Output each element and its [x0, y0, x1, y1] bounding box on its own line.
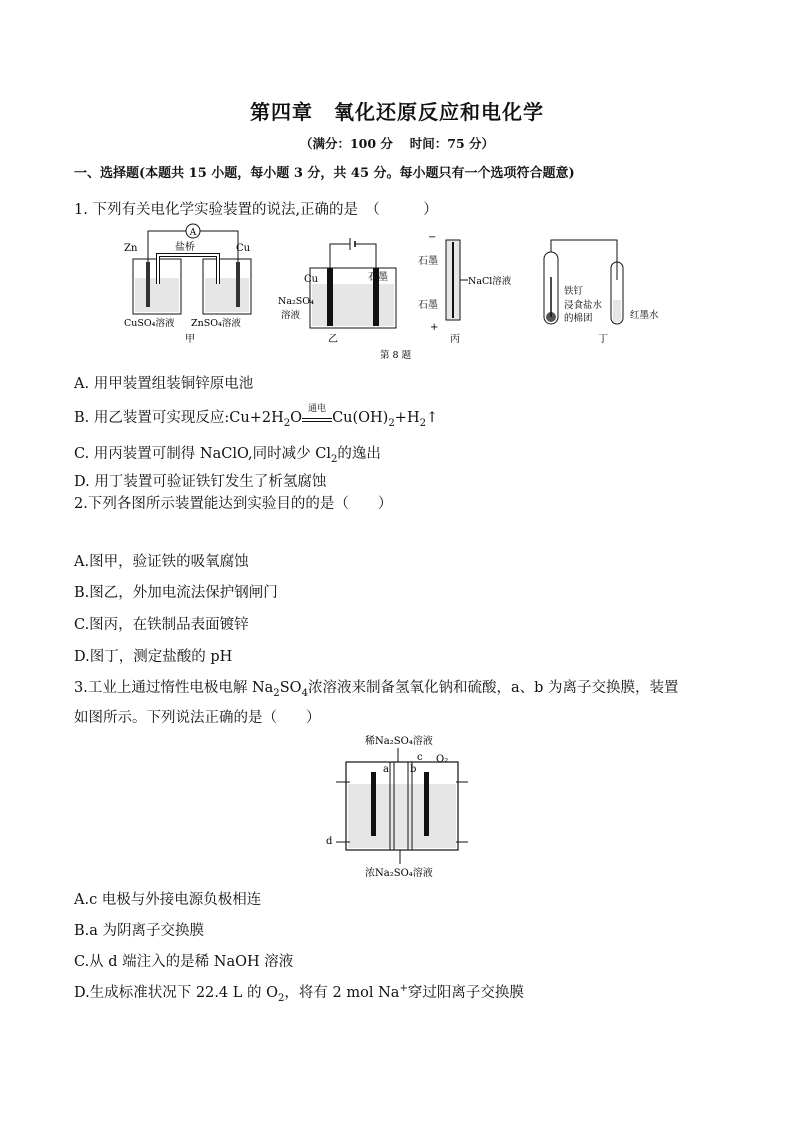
ding-cotton-label-1: 浸食盐水	[564, 300, 603, 311]
q3-membrane-a: a	[383, 764, 389, 775]
bing-nacl-label: NaCl溶液	[468, 276, 512, 287]
figure-yi-caption: 乙	[328, 334, 338, 345]
q2-stem: 2.下列各图所示装置能达到实验目的的是（ ）	[74, 496, 393, 512]
q1-stem: 1. 下列有关电化学实验装置的说法,正确的是 （ ）	[74, 202, 438, 218]
figure-bing-caption: 丙	[450, 334, 460, 345]
section-heading: 一、选择题(本题共 15 小题，每小题 3 分，共 45 分。每小题只有一个选项符合题意)	[74, 166, 575, 181]
q3-o2-label: O₂	[436, 754, 449, 765]
figure-ding-caption: 丁	[598, 334, 608, 345]
yi-cu-label: Cu	[304, 274, 319, 285]
q3-figure	[318, 732, 478, 880]
figure-bing	[418, 232, 512, 345]
reaction-arrow: 通电	[302, 414, 332, 422]
znso4-label: ZnSO₄溶液	[191, 318, 241, 329]
bing-bottom-graphite-label: 石墨	[418, 300, 438, 311]
cuso4-label: CuSO₄溶液	[124, 318, 175, 329]
q3-electrode-c: c	[417, 752, 423, 763]
bing-plus-label: +	[430, 322, 439, 333]
ding-cotton-label-2: 的棉团	[564, 313, 593, 324]
q3-dilute-label: 稀Na₂SO₄溶液	[365, 736, 433, 747]
q1-option-b: B. 用乙装置可实现反应$:Cu+2H_2O$ 通电 $Cu(OH)_2+H_2↑$	[74, 404, 439, 429]
bing-top-graphite-label: 石墨	[418, 256, 438, 267]
q3-membrane-b: b	[410, 764, 417, 775]
figure-ding	[544, 240, 659, 345]
page-title: 第四章 氧化还原反应和电化学	[250, 100, 544, 124]
figure-jia	[124, 224, 251, 345]
q1-option-d: D. 用丁装置可验证铁钉发生了析氢腐蚀	[74, 474, 327, 490]
q1-figure-caption: 第 8 题	[380, 350, 412, 361]
q2-option-c: C.图丙，在铁制品表面镀锌	[74, 617, 249, 633]
ding-nail-label: 铁钉	[564, 286, 584, 297]
yi-graphite-label: 石墨	[368, 272, 388, 283]
yi-na2so4-label: Na₂SO₄	[278, 296, 314, 307]
yi-solution-label: 溶液	[281, 310, 301, 321]
exam-meta: （满分：100 分 时间：75 分）	[299, 136, 495, 151]
q3-inlet-d: d	[326, 836, 333, 847]
bing-minus-label: −	[428, 232, 437, 243]
q3-stem-line2: 如图所示。下列说法正确的是（ ）	[74, 710, 321, 726]
zn-label: Zn	[124, 243, 138, 254]
salt-bridge-label: 盐桥	[175, 242, 195, 253]
q3-option-b: B.a 为阴离子交换膜	[74, 923, 205, 939]
q1-option-c: C. 用丙装置可制得 NaClO,同时减少 $Cl_2$的逸出	[74, 446, 381, 465]
ding-ink-label: 红墨水	[630, 310, 659, 321]
ammeter-label: A	[189, 228, 197, 238]
q3-concentrated-label: 浓Na₂SO₄溶液	[365, 868, 433, 879]
figure-jia-caption: 甲	[185, 334, 195, 345]
cu-label: Cu	[236, 243, 251, 254]
q2-option-d: D.图丁，测定盐酸的 pH	[74, 649, 233, 665]
q3-option-a: A.c 电极与外接电源负极相连	[74, 892, 262, 908]
figure-yi	[278, 238, 396, 345]
q1-figure	[118, 222, 698, 362]
q3-option-c: C.从 d 端注入的是稀 NaOH 溶液	[74, 954, 294, 970]
q2-option-b: B.图乙，外加电流法保护钢闸门	[74, 585, 278, 601]
q3-option-d: D.生成标准状况下 22.4 L 的 $O_2$，将有 2 mol Na+穿过阳离子交换膜	[74, 983, 524, 1004]
q3-stem-line1: 3.工业上通过惰性电极电解 $Na_2SO_4$浓溶液来制备氢氧化钠和硫酸，a、b 为离子交换膜，装置	[74, 680, 679, 699]
q1-option-a: A. 用甲装置组装铜锌原电池	[74, 376, 254, 392]
q2-option-a: A.图甲，验证铁的吸氧腐蚀	[74, 554, 249, 570]
